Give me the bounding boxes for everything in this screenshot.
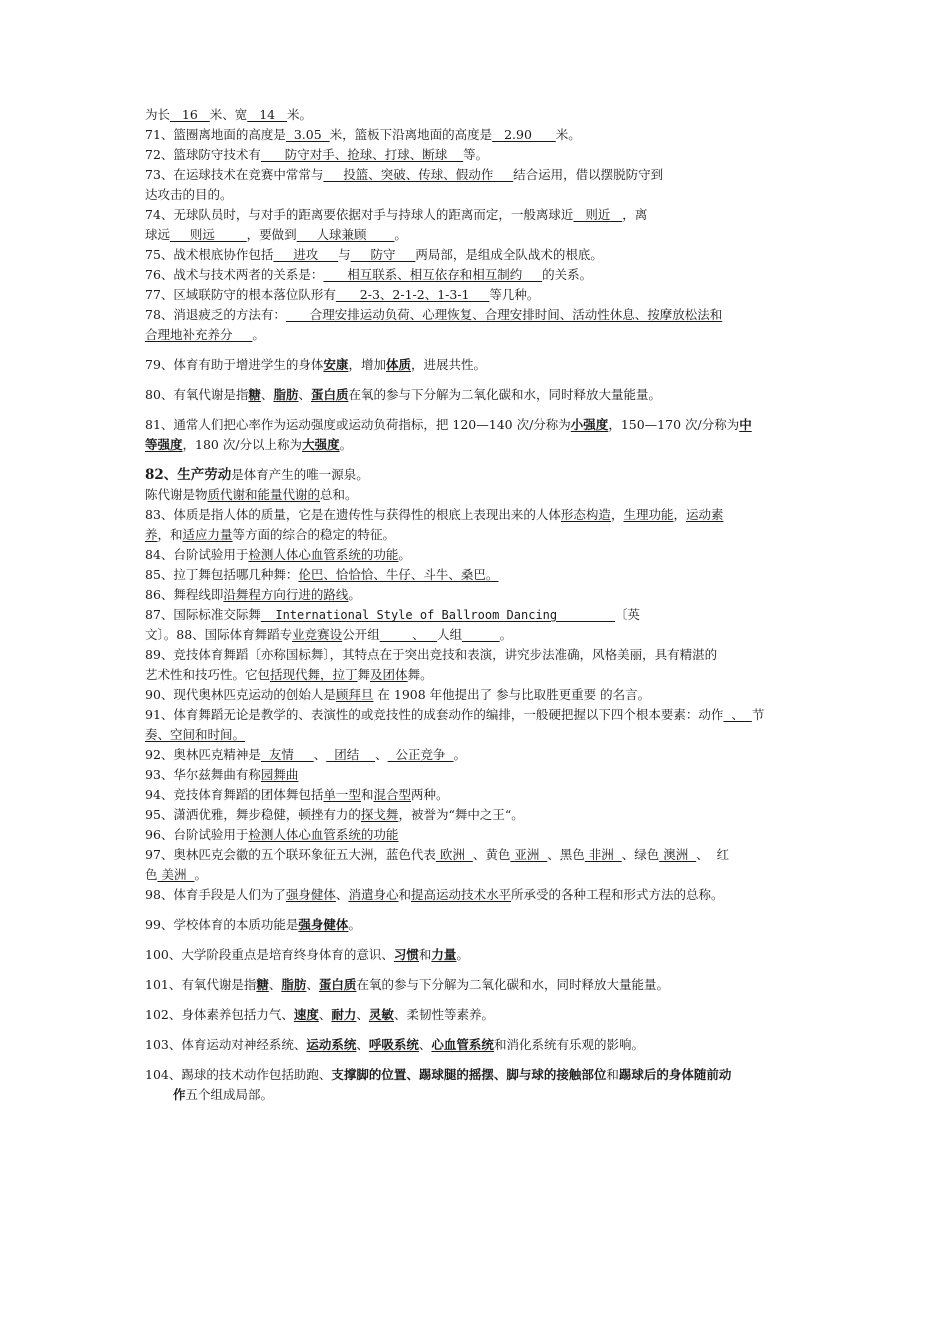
answer-blank: 3.05 — [285, 127, 330, 142]
text-run: ，离 — [622, 207, 648, 222]
document-page — [145, 105, 810, 1105]
text-run: 米。 — [555, 127, 581, 142]
text-line — [145, 685, 810, 705]
answer-blank: 检测人体心血管系统的功能 — [248, 547, 399, 562]
bold-text: 82、生产劳动 — [145, 467, 232, 483]
text-line — [145, 1085, 810, 1105]
text-run: ，要做到 — [246, 227, 297, 242]
text-line — [145, 975, 810, 995]
text-line — [145, 1005, 810, 1025]
bold-text: 作 — [173, 1087, 186, 1102]
text-run: 和 — [606, 1067, 619, 1082]
text-run: 、 — [260, 387, 274, 402]
text-line — [145, 825, 810, 845]
text-run: ， — [673, 507, 686, 522]
text-line — [145, 355, 810, 375]
text-line — [145, 885, 810, 905]
text-run: 、 — [335, 887, 349, 902]
text-line — [145, 725, 810, 745]
text-run: ，进展共性。 — [410, 357, 486, 372]
answer-blank: 伦巴、恰恰恰、牛仔、斗牛、桑巴。 — [298, 567, 499, 582]
answer-blank-bold: 灵敏 — [368, 1007, 394, 1022]
text-run: 五个组成局部。 — [185, 1087, 274, 1102]
text-run: 〔英 — [614, 607, 640, 622]
text-run: 总和。 — [320, 487, 358, 502]
text-run: ，和 — [157, 527, 183, 542]
text-run: 、 — [306, 977, 319, 992]
answer-blank-bold: 大强度 — [302, 437, 340, 452]
text-run: 文〕。88、国际体育舞蹈专 — [145, 627, 293, 642]
text-run: 、 — [356, 1007, 369, 1022]
text-line — [145, 185, 810, 205]
answer-blank-bold: 呼吸系统 — [368, 1037, 419, 1052]
answer-blank-bold: 脂肪 — [273, 387, 299, 402]
answer-blank: 探戈舞 — [360, 807, 399, 822]
bold-text: 踢球后的身体随前动 — [618, 1067, 732, 1082]
answer-blank-bold: 小强度 — [570, 417, 609, 432]
text-line — [145, 415, 810, 435]
answer-blank-bold: 耐力 — [331, 1007, 357, 1022]
text-run: 米、宽 — [209, 107, 248, 122]
text-run: 98、体育手段是人们为了 — [145, 887, 286, 902]
answer-blank: 合理地补充养分 — [145, 327, 253, 342]
text-run: 93、华尔兹舞曲有称 — [145, 767, 261, 782]
text-line — [145, 505, 810, 525]
answer-blank: 奏、空间和时间。 — [145, 727, 246, 742]
answer-blank: 、 — [723, 707, 752, 722]
answer-blank-bold: 强身健体 — [298, 917, 349, 932]
text-run: 、绿色 — [621, 847, 660, 862]
answer-blank: 质代谢和能量代谢的 — [207, 487, 321, 502]
text-run: ，增加 — [348, 357, 386, 372]
answer-blank: 16 — [170, 107, 210, 122]
text-line — [145, 565, 810, 585]
text-line — [145, 205, 810, 225]
answer-blank-bold: 蛋白质 — [318, 977, 357, 992]
answer-blank-bold: 糖 — [256, 977, 269, 992]
text-run: 在 1908 年他提出了 参与比取胜更重要 的名言。 — [373, 687, 651, 702]
answer-blank: 澳洲 — [659, 847, 697, 862]
text-run: 和 — [360, 787, 374, 802]
text-line — [145, 485, 810, 505]
text-line — [145, 435, 810, 455]
text-run: 等方面的综合的稳定的特征。 — [232, 527, 396, 542]
answer-blank: 团结 — [326, 747, 376, 762]
text-run: 。 — [398, 547, 411, 562]
text-run: 87、国际标准交际舞 — [145, 607, 261, 622]
text-run: 色 — [145, 867, 158, 882]
text-line — [145, 915, 810, 935]
answer-blank: 适应力量 — [182, 527, 233, 542]
text-line — [145, 325, 810, 345]
text-run: 所承受的各种工程和形式方法的总称。 — [510, 887, 724, 902]
text-line — [145, 765, 810, 785]
answer-blank-bold: 等强度 — [145, 437, 183, 452]
answer-blank: 括现代舞，拉丁 — [270, 667, 358, 682]
text-run: 。 — [348, 587, 361, 602]
text-line — [145, 585, 810, 605]
text-run: 为长 — [145, 107, 171, 122]
text-line — [145, 625, 810, 645]
text-line — [145, 145, 810, 165]
text-line — [145, 745, 810, 765]
answer-blank: 混合型 — [373, 787, 411, 802]
answer-blank-bold: 运动系统 — [306, 1037, 357, 1052]
text-line — [145, 305, 810, 325]
text-run: 两种。 — [410, 787, 449, 802]
text-run: 90、现代奥林匹克运动的创始人是 — [145, 687, 336, 702]
answer-blank: 强身健体 — [285, 887, 336, 902]
text-run: 76、战术与技术两者的关系是： — [145, 267, 324, 282]
text-run: 米，篮板下沿离地面的高度是 — [329, 127, 493, 142]
text-run: 73、在运球技术在竞赛中常常与 — [145, 167, 324, 182]
answer-blank-bold: 速度 — [293, 1007, 319, 1022]
answer-blank-english: __International Style of Ballroom Dancing________ — [260, 608, 615, 622]
text-line — [145, 645, 810, 665]
text-run: 节 — [751, 707, 765, 722]
text-run: 101、有氧代谢是指 — [145, 977, 257, 992]
text-run: 、 — [313, 747, 327, 762]
text-run: 79、体育有助于增进学生的身体 — [145, 357, 324, 372]
text-run: ，180 次/分以上称为 — [182, 437, 303, 452]
text-run: 是体育产生的唯一源泉。 — [231, 467, 369, 482]
answer-blank-bold: 中 — [739, 417, 752, 432]
text-line — [145, 265, 810, 285]
answer-blank: 2.90 — [492, 127, 556, 142]
text-run: 83、体质是指人体的质量，它是在遗传性与获得性的根底上表现出来的人体 — [145, 507, 561, 522]
text-run: 两局部，是组成全队战术的根底。 — [415, 247, 603, 262]
answer-blank: 防守 — [350, 247, 416, 262]
text-run: 。 — [194, 867, 207, 882]
text-line — [145, 125, 810, 145]
text-line — [145, 665, 810, 685]
text-run: 94、竞技体育舞蹈的团体舞包括 — [145, 787, 324, 802]
text-run: 陈代谢是物 — [145, 487, 208, 502]
text-run: 77、区域联防守的根本落位队形有 — [145, 287, 336, 302]
answer-blank: 则近 — [573, 207, 623, 222]
text-run: 和消化系统有乐观的影响。 — [493, 1037, 644, 1052]
text-run: 、 — [356, 1037, 369, 1052]
text-line — [145, 525, 810, 545]
text-run: 。 — [348, 917, 361, 932]
text-run: 104、踢球的技术动作包括助跑、 — [145, 1067, 332, 1082]
answer-blank: 养 — [145, 527, 158, 542]
answer-blank: 则远 — [170, 227, 247, 242]
text-run: 、 — [375, 747, 388, 762]
text-run: 86、舞程线即 — [145, 587, 224, 602]
text-line — [145, 785, 810, 805]
text-line — [145, 865, 810, 885]
answer-blank: __、__ — [379, 627, 438, 642]
text-run: 81、通常人们把心率作为运动强度或运动负荷指标，把 120—140 次/分称为 — [145, 417, 571, 432]
text-run: 、黄色 — [472, 847, 511, 862]
answer-blank: 公正竞争 — [387, 747, 454, 762]
answer-blank: 形态构造 — [560, 507, 611, 522]
text-run: 75、战术根底协作包括 — [145, 247, 274, 262]
text-run: 103、体育运动对神经系统、 — [145, 1037, 307, 1052]
text-run: 89、竞技体育舞蹈〔亦称国标舞〕，其特点在于突出竞技和表演，讲究步法准确，风格美丽，具有精湛的 — [145, 647, 718, 662]
text-run: 等。 — [463, 147, 489, 162]
text-line — [145, 705, 810, 725]
answer-blank: 运动素 — [685, 507, 724, 522]
text-run: 、 — [298, 387, 311, 402]
text-line — [145, 945, 810, 965]
answer-blank: 生理功能 — [623, 507, 674, 522]
answer-blank-bold: 心血管系统 — [431, 1037, 494, 1052]
text-run: 71、篮圈离地面的高度是 — [145, 127, 286, 142]
text-run: 的关系。 — [542, 267, 593, 282]
text-run: 91、体育舞蹈无论是教学的、表演性的或竞技性的成套动作的编排，一般硬把握以下四个根本要素：动作 — [145, 707, 724, 722]
text-run: 102、身体素养包括力气、 — [145, 1007, 294, 1022]
text-run: 在氧的参与下分解为二氧化碳和水，同时释放大量能量。 — [356, 977, 669, 992]
text-line — [145, 845, 810, 865]
text-run: 96、台阶试验用于 — [145, 827, 249, 842]
text-run: 米。 — [287, 107, 313, 122]
text-line — [145, 165, 810, 185]
text-run: ，被誉为“舞中之王“。 — [398, 807, 524, 822]
answer-blank: 美洲 — [157, 867, 195, 882]
answer-blank-bold: 糖 — [248, 387, 261, 402]
text-line — [145, 1035, 810, 1055]
text-run: 95、潇洒优雅，舞步稳健，顿挫有力的 — [145, 807, 361, 822]
text-run: 80、有氧代谢是指 — [145, 387, 249, 402]
text-run: 艺术性和技巧性。它包 — [145, 667, 271, 682]
text-line — [145, 385, 810, 405]
text-run: 等几种。 — [489, 287, 540, 302]
bold-text: 支撑脚的位置、踢球腿的摇摆、脚与球的接触部位 — [331, 1067, 607, 1082]
answer-blank: 业竞赛设 — [292, 627, 343, 642]
text-run: 结合运用，借以摆脱防守到 — [513, 167, 664, 182]
text-run: 72、篮球防守技术有 — [145, 147, 261, 162]
answer-blank: 园舞曲 — [260, 767, 299, 782]
text-run: 。 — [394, 227, 407, 242]
text-run: 与 — [338, 247, 351, 262]
answer-blank: 沿舞程方向行进的路线 — [223, 587, 349, 602]
text-run: 。 — [456, 947, 469, 962]
text-run: ，150—170 次/分称为 — [608, 417, 740, 432]
answer-blank-bold: 力量 — [431, 947, 457, 962]
answer-blank: 进攻 — [273, 247, 339, 262]
answer-blank: 及团体 — [370, 667, 408, 682]
answer-blank: 14 — [247, 107, 288, 122]
text-line — [145, 1065, 810, 1085]
text-line — [145, 805, 810, 825]
text-line — [145, 285, 810, 305]
answer-blank-bold: 脂肪 — [281, 977, 307, 992]
text-run: 和 — [398, 887, 411, 902]
answer-blank: 单一型 — [323, 787, 361, 802]
answer-blank: 人球兼顾 — [296, 227, 395, 242]
answer-blank: 顾拜旦 — [335, 687, 374, 702]
text-run: 99、学校体育的本质功能是 — [145, 917, 299, 932]
text-line — [145, 225, 810, 245]
text-run: 和 — [418, 947, 432, 962]
text-run: 85、拉丁舞包括哪几种舞： — [145, 567, 299, 582]
text-run: 。 — [453, 747, 467, 762]
text-run: 、柔韧性等素养。 — [393, 1007, 494, 1022]
text-line — [145, 245, 810, 265]
text-run: 人组 — [437, 627, 463, 642]
text-run: 舞 — [357, 667, 371, 682]
text-line — [145, 605, 810, 625]
answer-blank: 防守对手、抢球、打球、断球 — [260, 147, 464, 162]
text-run: 。 — [499, 627, 513, 642]
text-line — [145, 545, 810, 565]
text-line — [145, 465, 810, 485]
text-run: 。 — [339, 437, 353, 452]
text-run: 公开组 — [342, 627, 380, 642]
answer-blank-bold: 安康 — [323, 357, 349, 372]
text-run: 舞。 — [407, 667, 433, 682]
text-run: 、 — [418, 1037, 432, 1052]
text-run: 97、奥林匹克会徽的五个联环象征五大洲，蓝色代表 — [145, 847, 436, 862]
answer-blank-bold: 习惯 — [393, 947, 419, 962]
text-run: 92、奥林匹克精神是 — [145, 747, 261, 762]
text-run: ， — [610, 507, 624, 522]
text-run: 、黑色 — [547, 847, 585, 862]
text-run: 。 — [252, 327, 265, 342]
answer-blank-bold: 蛋白质 — [310, 387, 349, 402]
answer-blank: 消遣身心 — [348, 887, 399, 902]
answer-blank: 投篮、突破、传球、假动作 — [323, 167, 514, 182]
text-run: 100、大学阶段重点是培育终身体育的意识、 — [145, 947, 394, 962]
answer-blank-bold: 体质 — [385, 357, 411, 372]
answer-blank: 友情 — [260, 747, 314, 762]
text-run: 74、无球队员时，与对手的距离要依据对手与持球人的距离而定，一般离球近 — [145, 207, 574, 222]
answer-blank: 欧洲 — [435, 847, 473, 862]
text-run: 在氧的参与下分解为二氧化碳和水，同时释放大量能量。 — [348, 387, 661, 402]
answer-blank: 非洲 — [584, 847, 622, 862]
answer-blank: 合理安排运动负荷、心理恢复、合理安排时间、活动性休息、按摩放松法和 — [285, 307, 723, 322]
answer-blank: 亚洲 — [510, 847, 548, 862]
text-run: 球远 — [145, 227, 171, 242]
answer-blank: 相互联系、相互依存和相互制约 — [323, 267, 543, 282]
answer-blank: ______ — [462, 627, 500, 642]
answer-blank: 检测人体心血管系统的功能 — [248, 827, 399, 842]
answer-blank: 2-3、2-1-2、1-3-1 — [335, 287, 490, 302]
text-run: 84、台阶试验用于 — [145, 547, 249, 562]
text-run: 78、消退疲乏的方法有： — [145, 307, 286, 322]
text-line — [145, 105, 810, 125]
text-run: 、 — [268, 977, 282, 992]
text-run: 、 红 — [696, 847, 730, 862]
text-run: 达攻击的目的。 — [145, 187, 233, 202]
text-run: 、 — [318, 1007, 332, 1022]
answer-blank: 提高运动技术水平 — [410, 887, 511, 902]
